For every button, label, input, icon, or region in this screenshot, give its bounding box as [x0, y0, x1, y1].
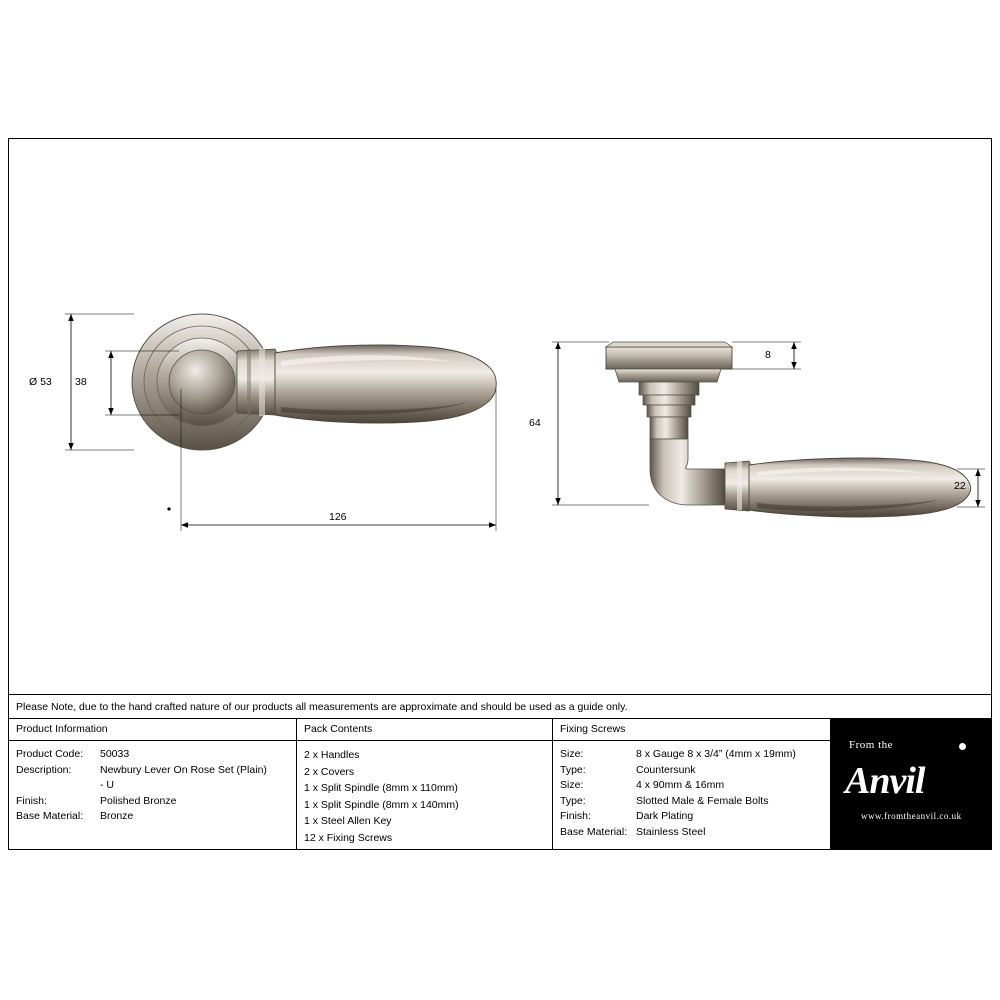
dim-label-64: 64 — [529, 417, 541, 429]
dim-label-38: 38 — [75, 376, 87, 388]
logo-url-text: www.fromtheanvil.co.uk — [861, 811, 962, 821]
row-value: Countersunk — [636, 763, 696, 776]
row-key: Base Material: — [560, 825, 628, 838]
row-key: Type: — [560, 763, 586, 776]
product-information-body — [9, 741, 296, 825]
product-information-header: Product Information — [9, 719, 296, 741]
row-key: Type: — [560, 794, 586, 807]
dim-label-22: 22 — [954, 480, 966, 492]
list-item: 1 x Steel Allen Key — [304, 815, 392, 827]
row-key: Finish: — [560, 810, 591, 822]
row-value: 50033 — [100, 748, 130, 760]
row-key: Product Code: — [16, 748, 84, 760]
table-row — [16, 794, 296, 810]
side-elevation-view — [552, 342, 985, 517]
pack-contents-column — [297, 719, 553, 849]
table-row — [560, 778, 830, 794]
logo-anvil-text: Anvil — [845, 760, 925, 802]
list-item: 2 x Handles — [304, 749, 360, 761]
product-information-column — [9, 719, 297, 849]
row-key: Finish: — [16, 794, 47, 807]
row-value: Stainless Steel — [636, 825, 706, 838]
table-row — [16, 763, 296, 779]
row-key — [16, 778, 100, 794]
row-key: Size: — [560, 748, 584, 760]
brand-logo — [831, 719, 991, 849]
row-key: Description: — [16, 763, 72, 776]
table-row — [560, 825, 830, 841]
fixing-screws-column — [553, 719, 831, 849]
row-value: Dark Plating — [636, 810, 694, 822]
technical-drawing-area — [9, 139, 991, 694]
dim-label-diameter: Ø 53 — [29, 376, 52, 388]
info-tables — [9, 719, 991, 849]
row-value: Bronze — [100, 810, 134, 822]
drawing-sheet — [8, 138, 992, 850]
table-row — [560, 794, 830, 810]
table-row — [16, 747, 296, 763]
row-value: 4 x 90mm & 16mm — [636, 779, 725, 791]
table-row — [560, 809, 830, 825]
list-item: 1 x Split Spindle (8mm x 110mm) — [304, 782, 458, 794]
pack-contents-body — [297, 741, 552, 846]
row-key: Base Material: — [16, 810, 84, 822]
table-row — [16, 809, 296, 825]
row-key: Size: — [560, 779, 584, 791]
table-row — [16, 778, 296, 794]
anvil-dot-icon — [959, 743, 966, 750]
row-value: Newbury Lever On Rose Set (Plain) — [100, 763, 267, 776]
logo-from-text: From the — [849, 739, 894, 751]
fixing-screws-header: Fixing Screws — [553, 719, 830, 741]
disclaimer-note: Please Note, due to the hand crafted nature of our products all measurements are approximate and should be used as a guide only. — [9, 694, 991, 719]
pack-contents-header: Pack Contents — [297, 719, 552, 741]
row-value: 8 x Gauge 8 x 3/4” (4mm x 19mm) — [636, 748, 796, 760]
row-value: Slotted Male & Female Bolts — [636, 794, 769, 807]
dim-label-8: 8 — [765, 349, 771, 361]
list-item: 1 x Split Spindle (8mm x 140mm) — [304, 798, 459, 811]
table-row — [560, 747, 830, 763]
dim-label-126: 126 — [329, 511, 347, 523]
list-item: 2 x Covers — [304, 765, 355, 778]
row-value: - U — [100, 779, 114, 791]
list-item: 12 x Fixing Screws — [304, 831, 393, 844]
front-elevation-view — [65, 314, 496, 531]
table-row — [560, 763, 830, 779]
row-value: Polished Bronze — [100, 794, 177, 807]
fixing-screws-body — [553, 741, 830, 840]
drawing-svg — [9, 139, 991, 694]
